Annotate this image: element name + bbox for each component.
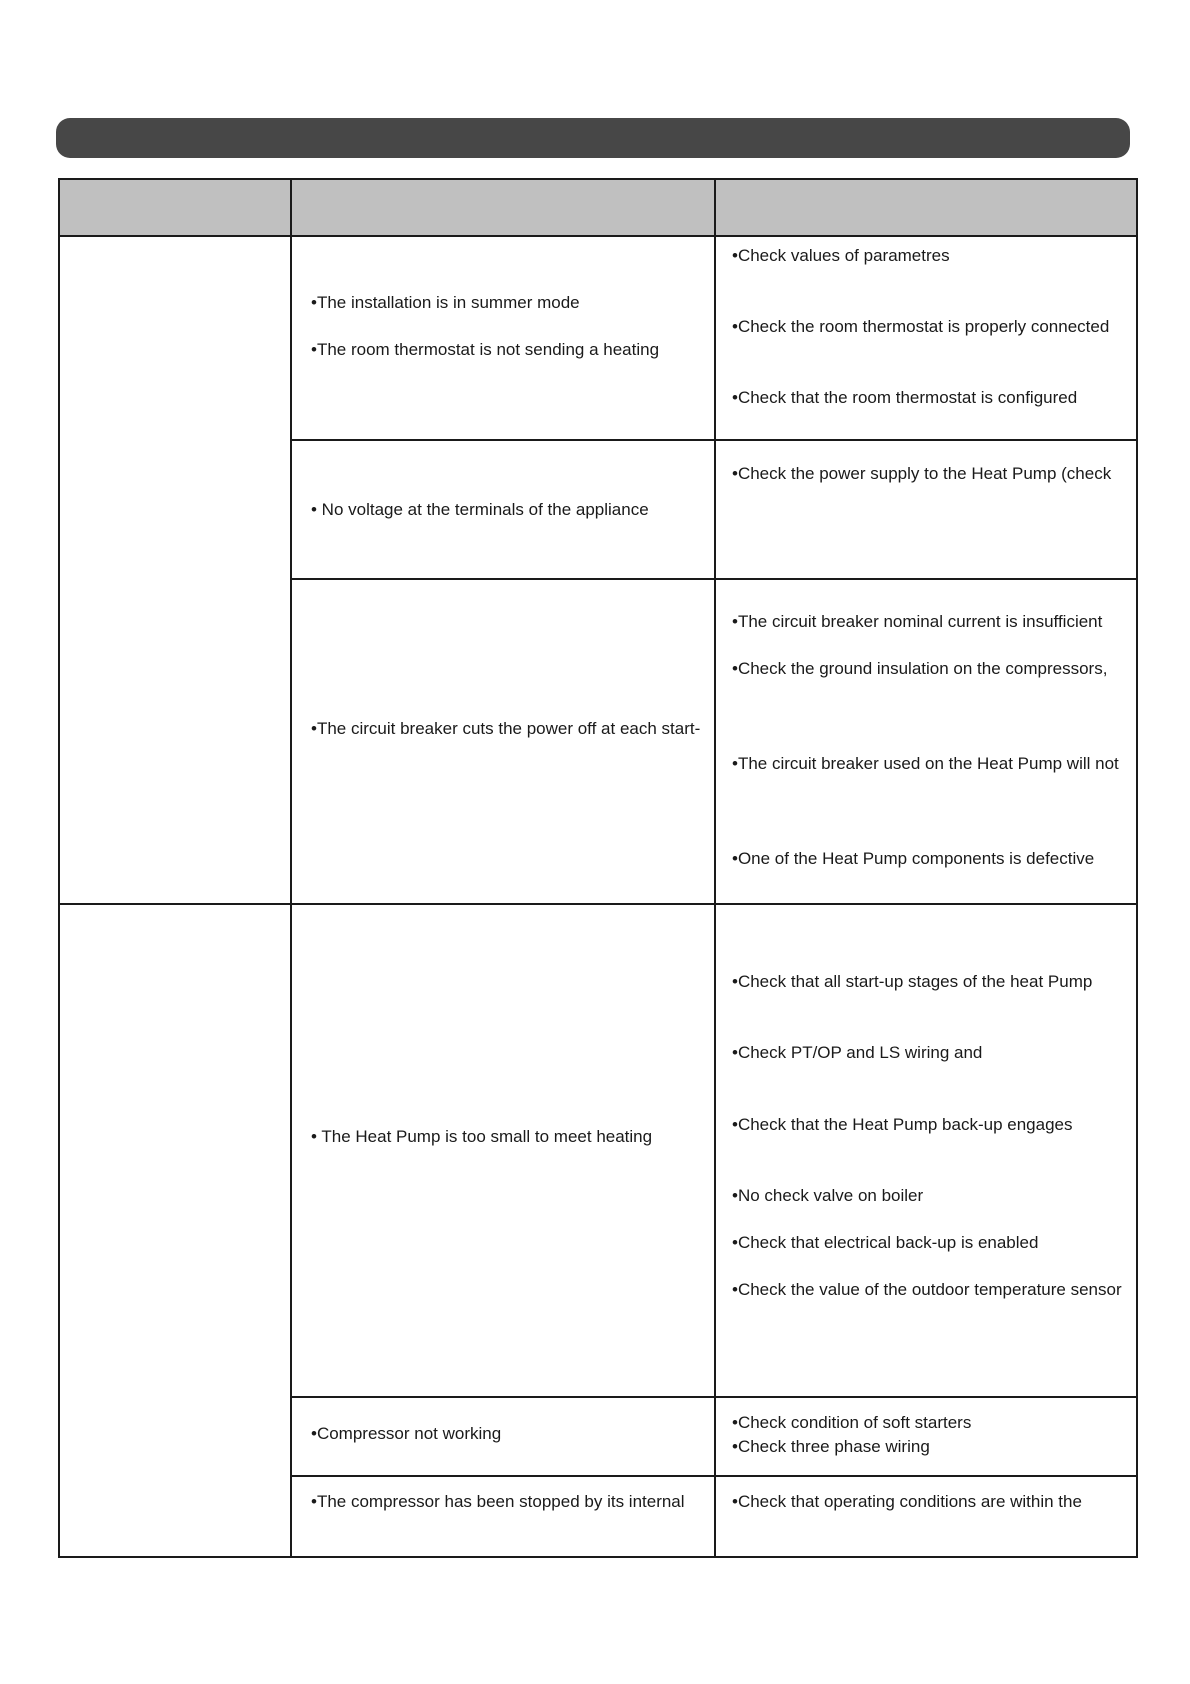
table-border-top <box>58 178 1138 180</box>
row-divider <box>290 439 1138 441</box>
column-divider <box>290 178 292 1558</box>
row-divider <box>290 1475 1138 1477</box>
cause-text: •The installation is in summer mode <box>311 293 580 312</box>
header-cell-solution <box>715 179 1136 235</box>
solution-text: •Check that all start-up stages of the heat Pump <box>732 972 1093 991</box>
solution-text: •Check that operating conditions are within the <box>732 1492 1082 1511</box>
solution-text: •The circuit breaker used on the Heat Pump will not <box>732 754 1119 773</box>
table-border-right <box>1136 178 1138 1558</box>
table-border-bottom <box>58 1556 1138 1558</box>
cause-text: •The compressor has been stopped by its internal <box>311 1492 685 1511</box>
solution-text: •Check the value of the outdoor temperature sensor <box>732 1280 1122 1299</box>
header-divider <box>58 235 1138 237</box>
header-cell-cause <box>292 179 714 235</box>
header-cell-fault <box>60 179 291 235</box>
solution-text: •Check condition of soft starters <box>732 1413 972 1432</box>
solution-text: •Check values of parametres <box>732 246 950 265</box>
cause-text: • No voltage at the terminals of the appliance <box>311 500 649 519</box>
solution-text: •Check that electrical back-up is enabled <box>732 1233 1039 1252</box>
row-divider <box>290 578 1138 580</box>
group-divider <box>58 903 1138 905</box>
solution-text: •Check three phase wiring <box>732 1437 930 1456</box>
cause-text: •The circuit breaker cuts the power off at each start- <box>311 719 701 738</box>
solution-text: •Check the power supply to the Heat Pump (check <box>732 464 1112 483</box>
solution-text: •Check the ground insulation on the compressors, <box>732 659 1108 678</box>
column-divider <box>714 178 716 1558</box>
solution-text: •No check valve on boiler <box>732 1186 924 1205</box>
solution-text: •Check that the Heat Pump back-up engages <box>732 1115 1073 1134</box>
solution-text: •Check the room thermostat is properly connected <box>732 317 1110 336</box>
table-border-left <box>58 178 60 1558</box>
solution-text: •One of the Heat Pump components is defective <box>732 849 1095 868</box>
cause-text: •Compressor not working <box>311 1424 502 1443</box>
cause-text: •The room thermostat is not sending a heating <box>311 340 660 359</box>
solution-text: •The circuit breaker nominal current is insufficient <box>732 612 1103 631</box>
cause-text: • The Heat Pump is too small to meet heating <box>311 1127 653 1146</box>
solution-text: •Check that the room thermostat is configured <box>732 388 1078 407</box>
row-divider <box>290 1396 1138 1398</box>
solution-text: •Check PT/OP and LS wiring and <box>732 1043 983 1062</box>
